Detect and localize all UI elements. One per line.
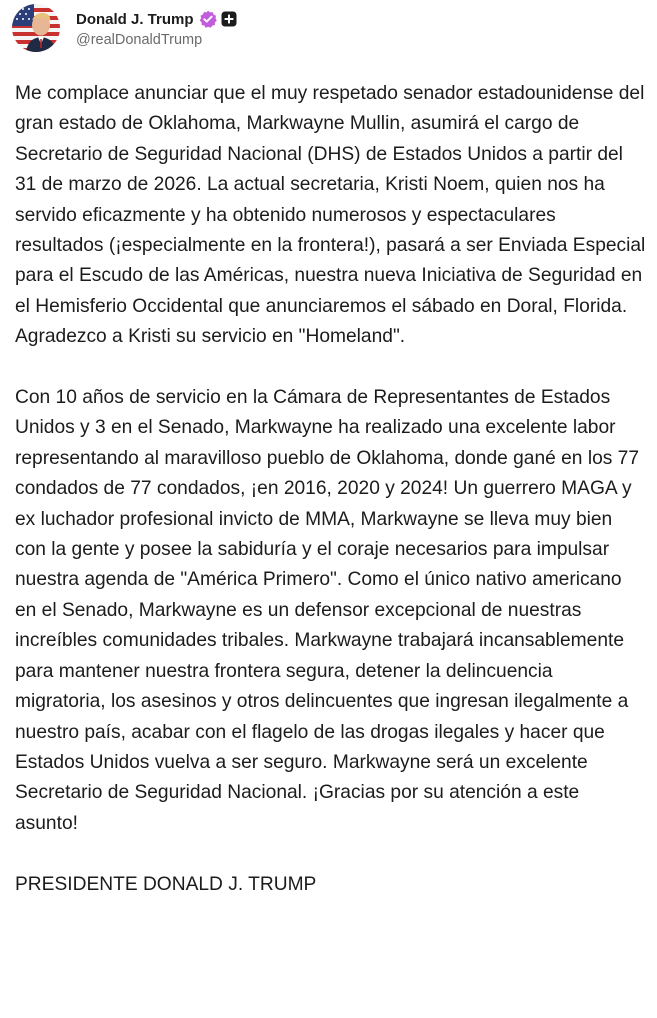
- plus-badge-icon: [221, 11, 237, 27]
- post-signature: PRESIDENTE DONALD J. TRUMP: [15, 873, 317, 895]
- user-handle[interactable]: @realDonaldTrump: [76, 32, 203, 48]
- verified-badge-icon: [199, 10, 217, 28]
- post-body: [15, 79, 647, 900]
- display-name[interactable]: Donald J. Trump: [76, 10, 194, 28]
- post-header: [12, 3, 237, 53]
- post-paragraph-2: Con 10 años de servicio en la Cámara de Representantes de Estados Unidos y 3 en el Senado, Markwayne ha realizado una excelente labor representando al maravilloso pueblo de Oklahoma, donde gané en los 77 condados de 77 condados, ¡en 2016, 2020 y 2024! Un guerrero MAGA y ex luchador profesional invicto de MMA, Markwayne se lleva muy bien con la gente y posee la sabiduría y el coraje necesarios para impulsar nuestra agenda de "América Primero". Como el único nativo americano en el Senado, Markwayne es un defensor excepcional de nuestras increíbles comunidades tribales. Markwayne trabajará incansablemente para mantener nuestra frontera segura, detener la delincuencia migratoria, los asesinos y otros delincuentes que ingresan ilegalmente a nuestro país, acabar con el flagelo de las drogas ilegales y hacer que Estados Unidos vuelva a ser seguro. Markwayne será un excelente Secretario de Seguridad Nacional. ¡Gracias por su atención a este asunto!: [15, 387, 640, 834]
- flag-portrait-avatar-icon: [12, 4, 60, 52]
- identity-block: [76, 8, 237, 48]
- avatar[interactable]: [12, 4, 60, 52]
- post-paragraph-1: Me complace anunciar que el muy respetado senador estadounidense del gran estado de Oklahoma, Markwayne Mullin, asumirá el cargo de Secretario de Seguridad Nacional (DHS) de Estados Unidos a partir del 31 de marzo de 2026. La actual secretaria, Kristi Noem, quien nos ha servido eficazmente y ha obtenido numerosos y espectaculares resultados (¡especialmente en la frontera!), pasará a ser Enviada Especial para el Escudo de las Américas, nuestra nueva Iniciativa de Seguridad en el Hemisferio Occidental que anunciaremos el sábado en Doral, Florida. Agradezco a Kristi su servicio en "Homeland".: [15, 83, 646, 348]
- name-row: [76, 8, 237, 30]
